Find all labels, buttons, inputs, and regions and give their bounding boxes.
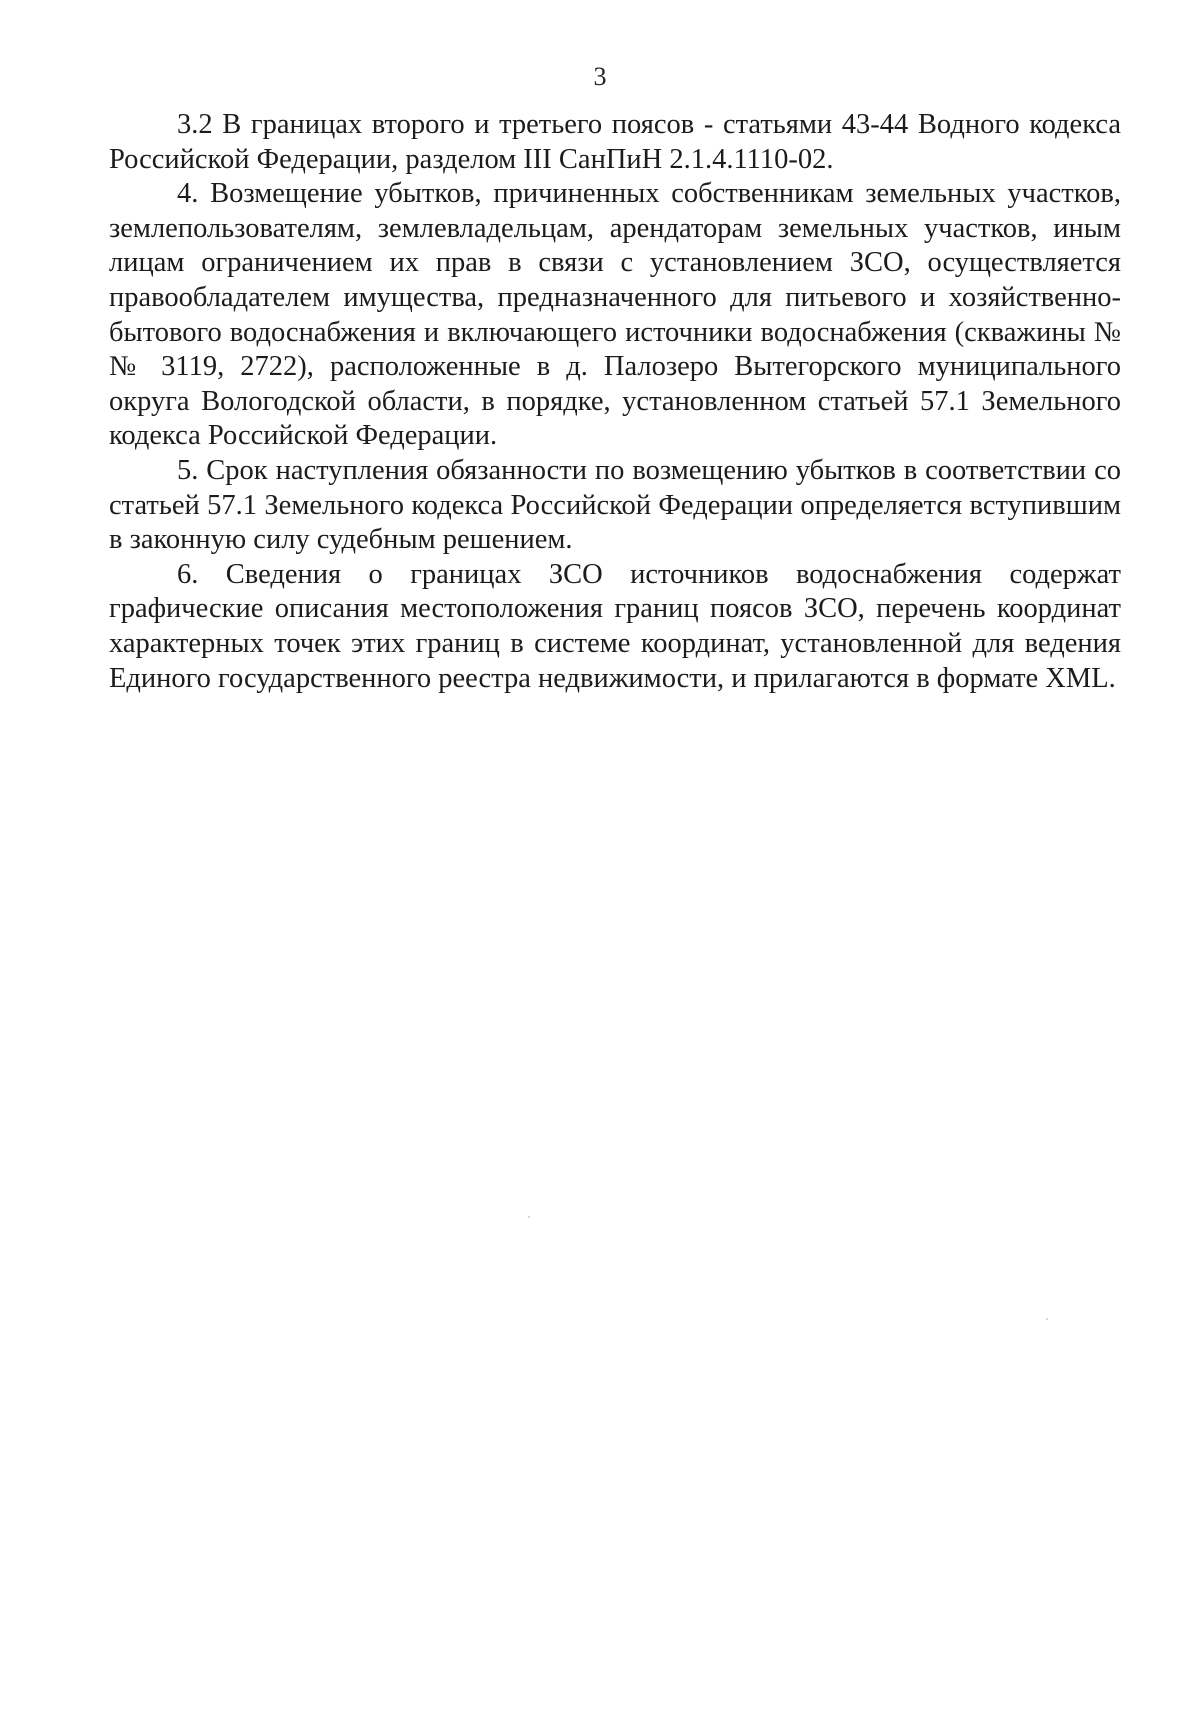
paragraph-4: 4. Возмещение убытков, причиненных собственникам земельных участков, землепользователям, землевладельцам, арендаторам земельных участков, иным лицам ограничением их прав в связи с установлением ЗСО, осуществляется правообладателем имущества, предназначенного для питьевого и хозяйственно-бытового водоснабжения и включающего источники водоснабжения (скважины №№ 3119, 2722), расположенные в д. Палозеро Вытегорского муниципального округа Вологодской области, в порядке, установленном статьей 57.1 Земельного кодекса Российской Федерации. bbox=[109, 178, 1121, 452]
scan-speck bbox=[1046, 1318, 1048, 1320]
scan-speck bbox=[528, 1216, 530, 1218]
document-body bbox=[109, 108, 1121, 696]
paragraph-3-2: 3.2 В границах второго и третьего поясов - статьями 43-44 Водного кодекса Российской Федерации, разделом III СанПиН 2.1.4.1110-02. bbox=[109, 109, 1121, 175]
paragraph-5: 5. Срок наступления обязанности по возмещению убытков в соответствии со статьей 57.1 Земельного кодекса Российской Федерации определяется вступившим в законную силу судебным решением. bbox=[109, 454, 1121, 556]
paragraph-6: 6. Сведения о границах ЗСО источников водоснабжения содержат графические описания местоположения границ поясов ЗСО, перечень координат характерных точек этих границ в системе координат, установленной для ведения Единого государственного реестра недвижимости, и прилагаются в формате XML. bbox=[109, 558, 1121, 694]
page-number: 3 bbox=[593, 62, 607, 91]
